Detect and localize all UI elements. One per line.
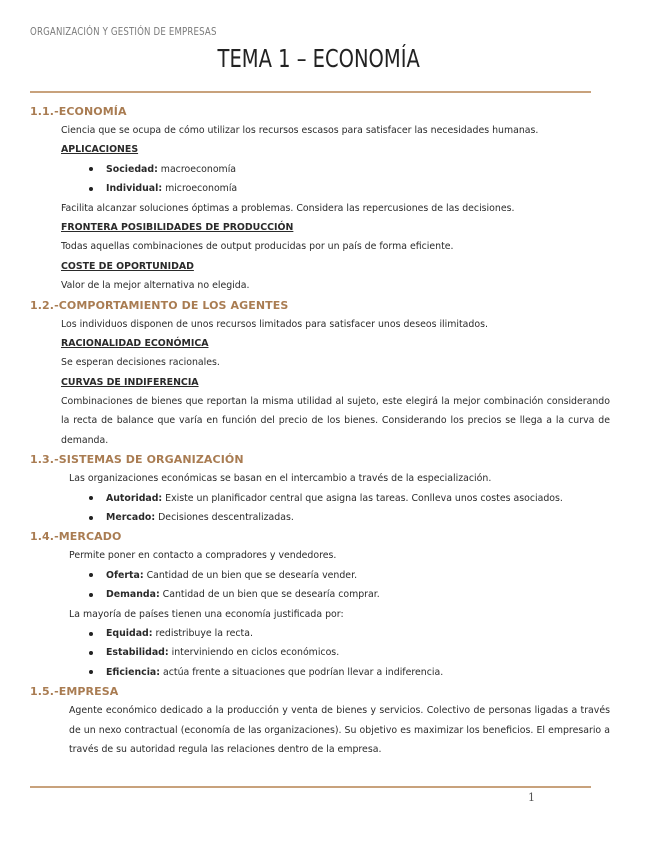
list-item [30, 160, 610, 179]
mixed-economy-intro: La mayoría de países tienen una economía justificada por: [69, 608, 344, 620]
racionalidad-text: Se esperan decisiones racionales. [61, 357, 220, 369]
subheading-curvas-text: CURVAS DE INDIFERENCIA [61, 376, 199, 388]
subheading-curvas [30, 373, 610, 392]
bullet-icon [89, 593, 93, 597]
bullet-icon [89, 516, 93, 520]
header-divider [30, 91, 591, 93]
section-heading-empresa: 1.5.-EMPRESA [30, 685, 119, 699]
list-item [30, 566, 610, 585]
list-item-term: Demanda: [106, 589, 160, 601]
sistemas-intro: Las organizaciones económicas se basan en el intercambio a través de la especialización. [69, 473, 492, 485]
mercado-intro: Permite poner en contacto a compradores y vendedores. [69, 550, 337, 562]
subheading-coste-text: COSTE DE OPORTUNIDAD [61, 260, 194, 272]
bullet-icon [89, 496, 93, 500]
list-item [30, 508, 610, 527]
economia-definition: Ciencia que se ocupa de cómo utilizar los recursos escasos para satisfacer las necesidades humanas. [61, 125, 539, 136]
footer-divider [30, 786, 591, 788]
coste-text: Valor de la mejor alternativa no elegida. [61, 280, 250, 292]
subheading-frontera [30, 218, 610, 237]
list-item-term: Oferta: [106, 569, 144, 581]
subheading-racionalidad-text: RACIONALIDAD ECONÓMICA [61, 337, 209, 349]
list-item [30, 624, 610, 643]
list-item [30, 179, 610, 198]
document-body [30, 102, 610, 759]
section-heading-mercado: 1.4.-MERCADO [30, 530, 122, 544]
list-item-text: redistribuye la recta. [152, 628, 253, 640]
bullet-icon [89, 632, 93, 636]
page-title [0, 44, 638, 73]
list-item-text: interviniendo en ciclos económicos. [168, 647, 340, 659]
subheading-coste [30, 257, 610, 276]
subheading-frontera-text: FRONTERA POSIBILIDADES DE PRODUCCIÓN [61, 221, 294, 233]
curvas-text: Combinaciones de bienes que reportan la misma utilidad al sujeto, este elegirá la mejor combinación considerando la recta de balance que varía en función del precio de los bienes. Considerando los precios se llega a la curva de demanda. [61, 396, 610, 446]
empresa-text: Agente económico dedicado a la producción y venta de bienes y servicios. Colectivo de personas ligadas a través de un nexo contractual (economía de las organizaciones). Su objetivo es maximizar los beneficios. El empresario a través de su autoridad regula las relaciones dentro de la empresa. [69, 705, 610, 756]
list-item [30, 643, 610, 662]
bullet-icon [89, 167, 93, 171]
bullet-icon [89, 187, 93, 191]
aplicaciones-note: Facilita alcanzar soluciones óptimas a problemas. Considera las repercusiones de las decisiones. [61, 202, 515, 214]
bullet-icon [89, 573, 93, 577]
list-item-text: macroeconomía [157, 163, 237, 175]
frontera-text: Todas aquellas combinaciones de output producidas por un país de forma eficiente. [61, 241, 454, 253]
list-item-text: actúa frente a situaciones que podrían llevar a indiferencia. [160, 666, 444, 678]
list-item [30, 585, 610, 604]
list-item-text: Existe un planificador central que asigna las tareas. Conlleva unos costes asociados. [162, 492, 563, 504]
list-item-text: Cantidad de un bien que se desearía vender. [143, 569, 358, 581]
list-item-text: Decisiones descentralizadas. [155, 512, 294, 524]
agentes-intro: Los individuos disponen de unos recursos limitados para satisfacer unos deseos ilimitados. [61, 318, 488, 330]
subheading-racionalidad [30, 334, 610, 353]
list-item-term: Estabilidad: [106, 647, 169, 659]
section-heading-sistemas: 1.3.-SISTEMAS DE ORGANIZACIÓN [30, 453, 244, 467]
list-item-term: Equidad: [106, 628, 153, 640]
page-title-text: TEMA 1 – ECONOMÍA [217, 44, 421, 73]
list-item-term: Mercado: [106, 512, 156, 524]
list-item-text: Cantidad de un bien que se desearía comprar. [159, 589, 380, 601]
list-item-text: microeconomía [162, 183, 238, 195]
subheading-aplicaciones-text: APLICACIONES [61, 144, 139, 156]
page-number: 1 [528, 791, 535, 804]
section-heading-agentes: 1.2.-COMPORTAMIENTO DE LOS AGENTES [30, 298, 289, 312]
list-item [30, 663, 610, 682]
bullet-icon [89, 651, 93, 655]
list-item-term: Individual: [106, 183, 163, 195]
subheading-aplicaciones [30, 140, 610, 159]
list-item [30, 489, 610, 508]
section-heading-economia: 1.1.-ECONOMÍA [30, 105, 127, 118]
course-label: ORGANIZACIÓN Y GESTIÓN DE EMPRESAS [30, 26, 217, 38]
list-item-term: Eficiencia: [106, 666, 161, 678]
bullet-icon [89, 670, 93, 674]
list-item-term: Autoridad: [106, 492, 163, 504]
list-item-term: Sociedad: [106, 163, 158, 175]
